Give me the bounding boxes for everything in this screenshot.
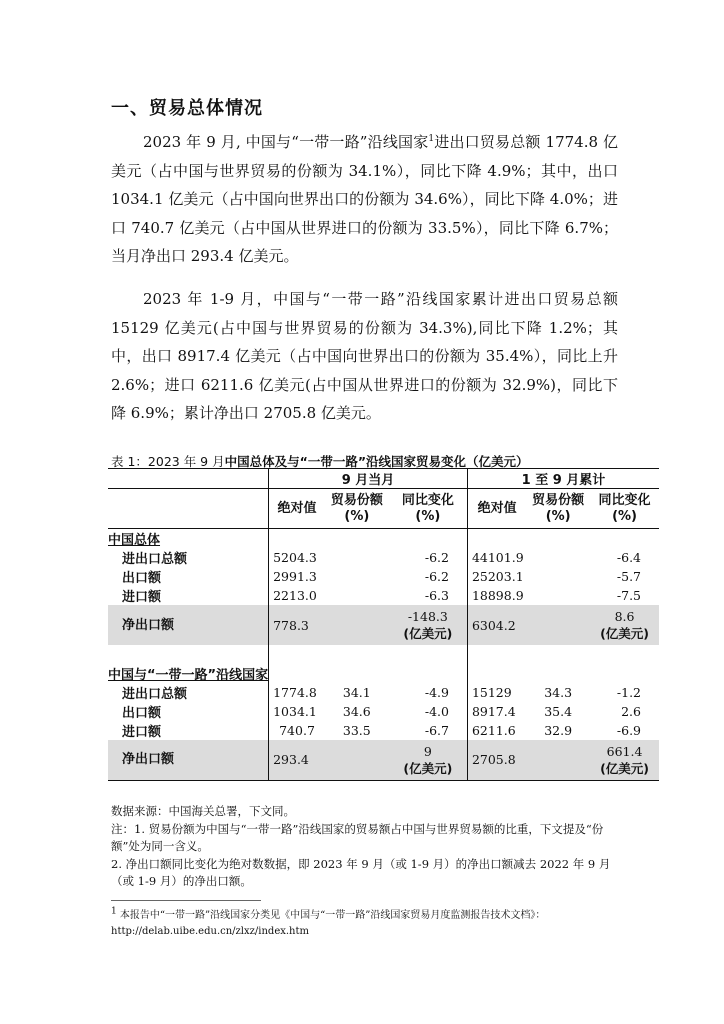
row-label: 出口额 (122, 571, 162, 586)
cell-cum-yoy: -6.4 (616, 550, 641, 565)
table-notes (111, 803, 621, 891)
cell-cum-abs: 2705.8 (467, 740, 526, 780)
footnote-url[interactable]: http://delab.uibe.edu.cn/zlxz/index.htm (111, 926, 309, 937)
cell-cum-yoy: -5.7 (616, 569, 641, 584)
net-export-row (108, 605, 659, 645)
cell-cum-share (526, 586, 590, 605)
cell-month-yoy-value: 9 (423, 743, 432, 759)
cell-month-abs: 778.3 (269, 605, 325, 645)
col-header-share-label: 贸易份额 (330, 492, 383, 508)
cell-month-abs: 1034.1 (269, 702, 325, 721)
cell-cum-yoy (590, 740, 659, 780)
cell-cum-abs: 6304.2 (467, 605, 526, 645)
col-header-yoy-cum-label: 同比变化 (598, 492, 651, 508)
row-label: 进口额 (122, 590, 162, 605)
cell-cum-abs: 25203.1 (467, 567, 526, 586)
net-export-row (108, 740, 659, 780)
cell-month-abs: 2991.3 (269, 567, 325, 586)
col-header-share (325, 489, 389, 529)
table-caption-title: 中国总体及与“一带一路”沿线国家贸易变化（亿美元） (224, 454, 529, 469)
cell-cum-yoy: -1.2 (616, 685, 641, 700)
col-header-yoy-cum-unit: (%) (612, 508, 637, 524)
cell-month-share: 34.6 (342, 704, 371, 719)
section-title-china-total: 中国总体 (108, 533, 161, 548)
cell-cum-share: 32.9 (544, 723, 573, 738)
group-header-cumulative: 1 至 9 月累计 (467, 469, 659, 489)
cell-cum-share (526, 548, 590, 567)
cell-cum-abs: 15129 (467, 683, 526, 702)
table-group-header-row (108, 469, 659, 489)
unit-label: (亿美元) (600, 626, 649, 641)
cell-cum-abs: 6211.6 (467, 721, 526, 740)
cell-cum-yoy (590, 605, 659, 645)
cell-month-yoy: -6.3 (424, 588, 449, 603)
cell-month-yoy: -4.9 (424, 685, 449, 700)
table-row (108, 683, 659, 702)
footnote-text: 本报告中“一带一路”沿线国家分类见《中国与“一带一路”沿线国家贸易月度监测报告技术文档》： (119, 910, 546, 921)
col-header-abs-cum: 绝对值 (467, 489, 526, 529)
unit-label: (亿美元) (600, 760, 649, 776)
cell-month-share (325, 548, 389, 567)
cell-month-yoy-value: -148.3 (407, 609, 448, 624)
cell-month-yoy (389, 605, 468, 645)
trade-table (108, 468, 659, 781)
cell-month-abs: 740.7 (269, 721, 325, 740)
footnote-mark: 1 (111, 906, 117, 917)
section-title-belt-road: 中国与“一带一路”沿线国家 (108, 668, 269, 683)
note-1: 注：1. 贸易份额为中国与“一带一路”沿线国家的贸易额占中国与世界贸易额的比重，下文提及“份额”处为同一含义。 (111, 821, 604, 853)
cell-cum-share: 34.3 (544, 685, 573, 700)
cell-month-yoy: -6.2 (424, 569, 449, 584)
cell-month-yoy: -4.0 (424, 704, 449, 719)
footnote (111, 908, 621, 940)
cell-cum-yoy-value: 8.6 (614, 609, 635, 624)
col-header-yoy-unit: (%) (415, 508, 441, 524)
col-header-share-cum (526, 489, 590, 529)
data-source-note: 数据来源：中国海关总署，下文同。 (111, 804, 295, 818)
table-row (108, 702, 659, 721)
row-label: 进口额 (122, 725, 162, 740)
cell-month-share: 33.5 (342, 723, 371, 738)
cell-cum-share: 35.4 (544, 704, 573, 719)
footnote-ref[interactable]: 1 (428, 134, 435, 144)
paragraph-cumulative-text: 2023 年 1-9 月，中国与“一带一路”沿线国家累计进出口贸易总额 15129 亿美元(占中国与世界贸易的份额为 34.3%),同比下降 1.2%；其中，出口 8917.4 亿美元（占中国向世界出口的份额为 35.4%），同比上升 2.6%；进口 6211.6 亿美元(占中国从世界进口的份额为 32.9%)，同比下降 6.9%；累计净出口 2705.8 亿美元。 (111, 290, 618, 422)
cell-month-share (325, 567, 389, 586)
col-header-yoy (389, 489, 468, 529)
cell-cum-yoy: -7.5 (616, 588, 641, 603)
cell-month-abs: 293.4 (269, 740, 325, 780)
paragraph-september-part-a: 2023 年 9 月, 中国与“一带一路”沿线国家 (143, 133, 429, 151)
paragraph-september-part-b: 进出口贸易总额 1774.8 亿美元（占中国与世界贸易的份额为 34.1%），同比下降 4.9%；其中，出口 1034.1 亿美元（占中国向世界出口的份额为 34.6%），同比下降 4.0%；进口 740.7 亿美元（占中国从世界进口的份额为 33.5%），同比下降 6.7%；当月净出口 293.4 亿美元。 (111, 133, 618, 265)
row-label: 净出口额 (108, 605, 269, 645)
table-column-header-row (108, 489, 659, 529)
cell-month-yoy (389, 740, 468, 780)
cell-month-abs: 1774.8 (269, 683, 325, 702)
section-title-row (108, 664, 659, 683)
cell-month-share (325, 586, 389, 605)
spacer-row (108, 645, 659, 664)
note-2: 2. 净出口额同比变化为绝对数数据，即 2023 年 9 月（或 1-9 月）的净出口额减去 2022 年 9 月（或 1-9 月）的净出口额。 (111, 856, 611, 888)
row-label: 净出口额 (108, 740, 269, 780)
col-header-share-unit: (%) (344, 508, 370, 524)
paragraph-cumulative (111, 285, 618, 428)
cell-cum-abs: 8917.4 (467, 702, 526, 721)
unit-label: (亿美元) (403, 760, 453, 776)
cell-month-yoy: -6.2 (424, 550, 449, 565)
col-header-share-cum-label: 贸易份额 (532, 492, 585, 508)
cell-cum-yoy: 2.6 (621, 704, 641, 719)
cell-cum-yoy: -6.9 (616, 723, 641, 738)
group-header-month: 9 月当月 (269, 469, 468, 489)
table-row (108, 567, 659, 586)
cell-cum-share (526, 567, 590, 586)
cell-month-abs: 2213.0 (269, 586, 325, 605)
paragraph-september (111, 128, 618, 271)
footnote-divider (111, 900, 261, 901)
cell-month-abs: 5204.3 (269, 548, 325, 567)
table-row (108, 586, 659, 605)
col-header-abs: 绝对值 (269, 489, 325, 529)
row-label: 进出口总额 (122, 552, 188, 567)
table-row (108, 548, 659, 567)
col-header-yoy-cum (590, 489, 659, 529)
row-label: 进出口总额 (122, 687, 188, 702)
table-caption-prefix: 表 1：2023 年 9 月 (111, 454, 225, 469)
unit-label: (亿美元) (403, 626, 453, 641)
row-label: 出口额 (122, 706, 162, 721)
col-header-share-cum-unit: (%) (545, 508, 571, 524)
table-row (108, 721, 659, 740)
cell-month-share: 34.1 (342, 685, 371, 700)
cell-cum-yoy-value: 661.4 (606, 743, 643, 759)
section-title-row (108, 529, 659, 549)
cell-cum-abs: 44101.9 (467, 548, 526, 567)
cell-cum-abs: 18898.9 (467, 586, 526, 605)
col-header-yoy-label: 同比变化 (401, 492, 454, 508)
cell-month-yoy: -6.7 (424, 723, 449, 738)
section-heading: 一、贸易总体情况 (111, 98, 263, 119)
